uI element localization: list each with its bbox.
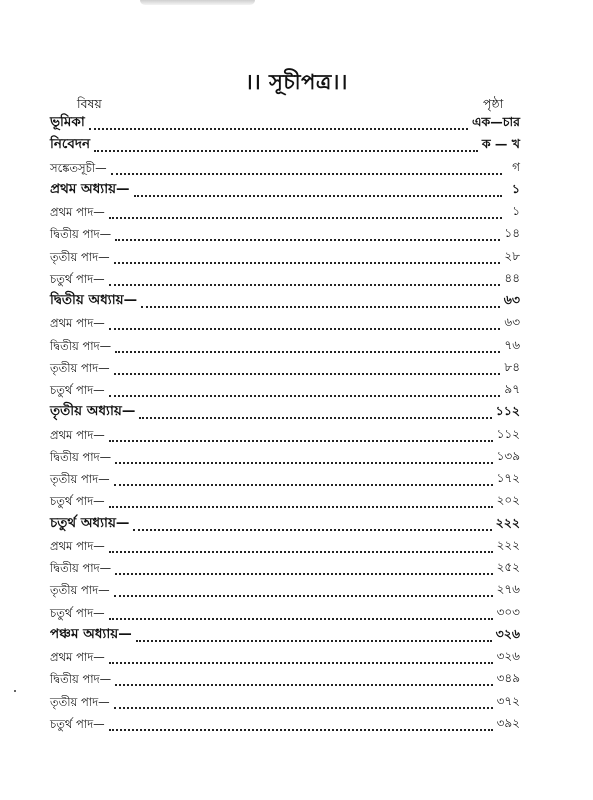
toc-section-row — [50, 448, 520, 468]
toc-chapter-row — [50, 403, 520, 423]
dot-leader — [109, 395, 501, 397]
toc-chapter-row — [50, 626, 520, 646]
toc-entry-label: নিবেদন — [50, 136, 91, 152]
dot-leader — [109, 284, 501, 286]
dot-leader — [109, 217, 502, 219]
page-title: ।। সূচীপত্র।। — [245, 70, 348, 94]
dot-leader — [115, 239, 500, 241]
toc-section-row — [50, 581, 520, 601]
toc-section-row — [50, 648, 520, 668]
dot-leader — [109, 440, 493, 442]
toc-entry-label: তৃতীয় পাদ— — [50, 583, 110, 597]
toc-entry-label: চতুর্থ পাদ— — [50, 272, 105, 286]
toc-entry-label: সঙ্কেতসূচী— — [50, 161, 107, 175]
dot-leader — [114, 484, 493, 486]
toc-section-row — [50, 270, 520, 290]
toc-page-number: ১১২ — [496, 427, 520, 441]
toc-entry-label: তৃতীয় অধ্যায়— — [50, 403, 136, 419]
toc-entry-label: প্রথম অধ্যায়— — [50, 181, 130, 197]
toc-page-number: ৩২৬ — [495, 626, 520, 641]
dot-leader — [114, 595, 493, 597]
toc-entry-label: চতুর্থ পাদ— — [50, 606, 105, 620]
toc-page-number: ২৮ — [504, 249, 520, 263]
toc-section-row — [50, 203, 520, 223]
toc-section-row — [50, 470, 520, 490]
stray-dot — [14, 690, 16, 692]
toc-page-number: গ — [512, 160, 520, 174]
toc-page-number: ৩৭২ — [496, 694, 520, 708]
toc-entry-label: ভূমিকা — [50, 114, 85, 130]
toc-entry-label: প্রথম পাদ— — [50, 428, 105, 442]
dot-leader — [136, 640, 492, 642]
toc-page-number: ৩২৬ — [496, 649, 520, 663]
toc-entry-label: দ্বিতীয় পাদ— — [50, 672, 112, 686]
toc-chapter-row — [50, 515, 520, 535]
toc-page-number: ৮৪ — [504, 360, 520, 374]
toc-section-row — [50, 248, 520, 268]
dot-leader — [109, 551, 493, 553]
toc-chapter-row — [50, 114, 520, 134]
toc-page-number: ১ — [511, 181, 520, 196]
toc-page-number: ক — খ — [481, 136, 520, 151]
toc-chapter-row — [50, 181, 520, 201]
toc-section-row — [50, 359, 520, 379]
toc-page-number: ৩৯২ — [496, 716, 520, 730]
toc-section-row — [50, 559, 520, 579]
toc-entry-label: প্রথম পাদ— — [50, 650, 105, 664]
toc-page-number: ২৫২ — [496, 560, 520, 574]
toc-page-number: ১ — [512, 204, 520, 218]
dot-leader — [115, 573, 492, 575]
scan-shadow — [140, 0, 255, 5]
toc-page-number: ৭৬ — [504, 338, 520, 352]
dot-leader — [89, 128, 468, 130]
toc-entry-label: তৃতীয় পাদ— — [50, 361, 110, 375]
toc-section-row — [50, 670, 520, 690]
subject-column-header: বিষয় — [77, 96, 102, 111]
toc-section-row — [50, 604, 520, 624]
toc-entry-label: প্রথম পাদ— — [50, 205, 105, 219]
dot-leader — [109, 618, 493, 620]
toc-entry-label: প্রথম পাদ— — [50, 316, 105, 330]
toc-page-number: ২২২ — [496, 538, 520, 552]
dot-leader — [114, 373, 501, 375]
dot-leader — [109, 506, 493, 508]
dot-leader — [111, 173, 502, 175]
toc-section-row — [50, 314, 520, 334]
page-column-header: পৃষ্ঠা — [483, 96, 504, 111]
dot-leader — [115, 462, 492, 464]
toc-page-number: ১৪ — [504, 226, 520, 240]
toc-entry-label: তৃতীয় পাদ— — [50, 695, 110, 709]
toc-section-row — [50, 492, 520, 512]
toc-page-number: এক—চার — [471, 114, 520, 129]
toc-page-number: ১৭২ — [496, 471, 520, 485]
toc-page-number: ২২২ — [495, 515, 520, 530]
dot-leader — [94, 150, 478, 152]
toc-entry-label: তৃতীয় পাদ— — [50, 250, 110, 264]
toc-entry-label: চতুর্থ পাদ— — [50, 494, 105, 508]
toc-page-number: ১৩৯ — [496, 449, 520, 463]
dot-leader — [139, 417, 491, 419]
dot-leader — [133, 529, 491, 531]
toc-page-number: ৩৪৯ — [496, 671, 520, 685]
dot-leader — [115, 351, 500, 353]
toc-entry-label: দ্বিতীয় পাদ— — [50, 227, 112, 241]
dot-leader — [109, 662, 493, 664]
toc-entry-label: দ্বিতীয় পাদ— — [50, 339, 112, 353]
toc-entry-label: চতুর্থ পাদ— — [50, 717, 105, 731]
dot-leader — [134, 195, 502, 197]
toc-page-number: ৪৪ — [504, 271, 520, 285]
dot-leader — [109, 328, 501, 330]
toc-chapter-row — [50, 136, 520, 156]
toc-page-number: ৬৩ — [504, 315, 520, 329]
toc-page-number: ১১২ — [495, 403, 520, 418]
toc-section-row — [50, 225, 520, 245]
dot-leader — [114, 707, 493, 709]
toc-entry-label: চতুর্থ অধ্যায়— — [50, 515, 130, 531]
toc-section-row — [50, 693, 520, 713]
toc-section-row — [50, 715, 520, 735]
toc-chapter-row — [50, 292, 520, 312]
toc-page-number: ৩০৩ — [496, 605, 520, 619]
toc-section-row — [50, 159, 520, 179]
toc-section-row — [50, 381, 520, 401]
toc-entry-label: দ্বিতীয় অধ্যায়— — [50, 292, 138, 308]
toc-entry-label: দ্বিতীয় পাদ— — [50, 561, 112, 575]
toc-section-row — [50, 537, 520, 557]
toc-entry-label: তৃতীয় পাদ— — [50, 472, 110, 486]
toc-entry-label: চতুর্থ পাদ— — [50, 383, 105, 397]
toc-section-row — [50, 426, 520, 446]
toc-entry-label: প্রথম পাদ— — [50, 539, 105, 553]
toc-page-number: ২০২ — [496, 493, 520, 507]
dot-leader — [109, 729, 493, 731]
toc-section-row — [50, 337, 520, 357]
toc-entry-label: পঞ্চম অধ্যায়— — [50, 626, 132, 642]
toc-page-number: ২৭৬ — [496, 582, 520, 596]
toc-entry-label: দ্বিতীয় পাদ— — [50, 450, 112, 464]
toc-page-number: ৬৩ — [503, 292, 520, 307]
toc-page-number: ৯৭ — [504, 382, 520, 396]
dot-leader — [115, 684, 492, 686]
dot-leader — [114, 262, 501, 264]
dot-leader — [141, 306, 500, 308]
